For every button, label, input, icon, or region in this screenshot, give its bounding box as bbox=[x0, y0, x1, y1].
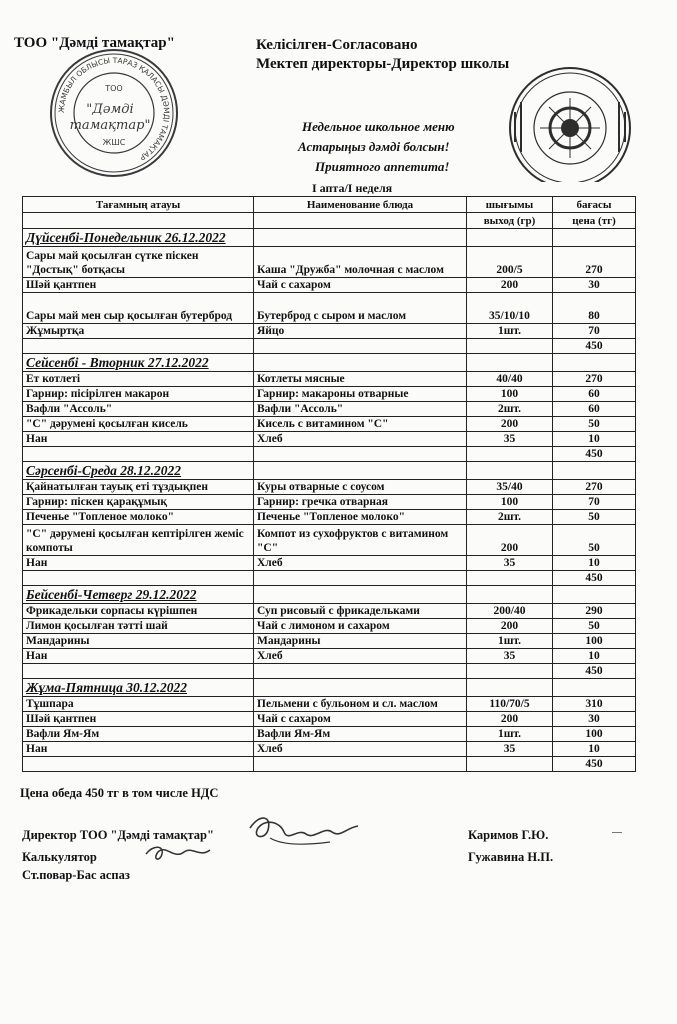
table-row bbox=[23, 417, 636, 432]
day-total: 450 bbox=[553, 571, 636, 586]
calculator-name: Гужавина Н.П. bbox=[468, 850, 554, 864]
day-total: 450 bbox=[553, 339, 636, 354]
day-title: Бейсенбі-Четверг 29.12.2022 bbox=[23, 586, 254, 604]
calculator-label: Калькулятор bbox=[22, 850, 97, 864]
dish-name-kz: Сары май қосылған сүтке піскен "Достық" ботқасы bbox=[23, 247, 254, 278]
dish-name-ru: Чай с лимоном и сахаром bbox=[254, 619, 467, 634]
table-row bbox=[23, 525, 636, 556]
table-row bbox=[23, 480, 636, 495]
dish-price: 290 bbox=[553, 604, 636, 619]
school-stamp bbox=[500, 62, 640, 182]
day-title: Жұма-Пятница 30.12.2022 bbox=[23, 679, 254, 697]
dish-name-ru: Пельмени с бульоном и сл. маслом bbox=[254, 697, 467, 712]
dish-price: 70 bbox=[553, 495, 636, 510]
dish-price: 10 bbox=[553, 556, 636, 571]
col-name-kz: Тағамның атауы bbox=[23, 197, 254, 213]
table-row bbox=[23, 649, 636, 664]
dish-name-kz: Гарнир: піскен қарақұмық bbox=[23, 495, 254, 510]
dish-name-kz: Вафли "Ассоль" bbox=[23, 402, 254, 417]
day-header-row bbox=[23, 354, 636, 372]
table-row bbox=[23, 495, 636, 510]
dish-output: 1шт. bbox=[467, 727, 553, 742]
day-header-row bbox=[23, 586, 636, 604]
dish-price: 270 bbox=[553, 372, 636, 387]
dish-name-ru: Котлеты мясные bbox=[254, 372, 467, 387]
dish-name-ru: Куры отварные с соусом bbox=[254, 480, 467, 495]
dish-output: 35/10/10 bbox=[467, 293, 553, 324]
dish-price: 270 bbox=[553, 247, 636, 278]
col-output-ru: выход (гр) bbox=[467, 213, 553, 229]
day-title: Сәрсенбі-Среда 28.12.2022 bbox=[23, 462, 254, 480]
col-name-ru: Наименование блюда bbox=[254, 197, 467, 213]
menu-table bbox=[22, 196, 636, 772]
dish-price: 10 bbox=[553, 742, 636, 757]
dish-output: 200/5 bbox=[467, 247, 553, 278]
dish-output: 35/40 bbox=[467, 480, 553, 495]
dish-output: 200 bbox=[467, 278, 553, 293]
dish-output: 100 bbox=[467, 495, 553, 510]
cook-label: Ст.повар-Бас аспаз bbox=[22, 868, 130, 882]
dish-name-ru: Бутерброд с сыром и маслом bbox=[254, 293, 467, 324]
dish-name-kz: Печенье "Топленое молоко" bbox=[23, 510, 254, 525]
dish-name-kz: Ет котлеті bbox=[23, 372, 254, 387]
dish-name-ru: Кисель с витамином "С" bbox=[254, 417, 467, 432]
dish-price: 10 bbox=[553, 649, 636, 664]
dish-price: 60 bbox=[553, 402, 636, 417]
dish-name-kz: Шәй қантпен bbox=[23, 712, 254, 727]
dish-name-kz: Нан bbox=[23, 649, 254, 664]
day-total: 450 bbox=[553, 447, 636, 462]
stamp-ring-text: ЖАМБЫЛ ОБЛЫСЫ ТАРАЗ ҚАЛАСЫ ДӘМДІ ТАМАҚТАР bbox=[56, 55, 172, 163]
dish-name-ru: Хлеб bbox=[254, 432, 467, 447]
dish-name-ru: Печенье "Топленое молоко" bbox=[254, 510, 467, 525]
dish-output: 40/40 bbox=[467, 372, 553, 387]
dish-output: 1шт. bbox=[467, 324, 553, 339]
dish-name-kz: Вафли Ям-Ям bbox=[23, 727, 254, 742]
dish-name-kz: Нан bbox=[23, 742, 254, 757]
dish-name-kz: Нан bbox=[23, 556, 254, 571]
dish-name-ru: Хлеб bbox=[254, 742, 467, 757]
stamp-top-text: ТОО bbox=[105, 84, 123, 93]
dish-price: 30 bbox=[553, 712, 636, 727]
dish-name-kz: Тұшпара bbox=[23, 697, 254, 712]
dish-output: 200 bbox=[467, 417, 553, 432]
dish-price: 270 bbox=[553, 480, 636, 495]
dish-name-kz: "С" дәрумені қосылған кисель bbox=[23, 417, 254, 432]
dish-name-kz: Шәй қантпен bbox=[23, 278, 254, 293]
day-header-row bbox=[23, 229, 636, 247]
day-title: Сейсенбі - Вторник 27.12.2022 bbox=[23, 354, 254, 372]
dish-output: 110/70/5 bbox=[467, 697, 553, 712]
approval-label: Келісілген-Согласовано bbox=[256, 37, 418, 53]
table-row bbox=[23, 387, 636, 402]
price-note: Цена обеда 450 тг в том числе НДС bbox=[20, 786, 219, 800]
table-row bbox=[23, 402, 636, 417]
dish-name-ru: Вафли Ям-Ям bbox=[254, 727, 467, 742]
table-row bbox=[23, 604, 636, 619]
dish-name-kz: Нан bbox=[23, 432, 254, 447]
table-row bbox=[23, 619, 636, 634]
table-row bbox=[23, 556, 636, 571]
dish-output: 200 bbox=[467, 525, 553, 556]
dish-price: 310 bbox=[553, 697, 636, 712]
dish-output: 35 bbox=[467, 649, 553, 664]
dish-output: 200 bbox=[467, 712, 553, 727]
table-row bbox=[23, 697, 636, 712]
director-signature bbox=[240, 808, 370, 858]
dish-price: 70 bbox=[553, 324, 636, 339]
dish-output: 35 bbox=[467, 432, 553, 447]
dish-output: 35 bbox=[467, 742, 553, 757]
dish-output: 100 bbox=[467, 387, 553, 402]
stamp-bottom-text: ЖШС bbox=[102, 138, 126, 147]
dish-name-ru: Суп рисовый с фрикадельками bbox=[254, 604, 467, 619]
table-row bbox=[23, 372, 636, 387]
table-row bbox=[23, 634, 636, 649]
dish-price: 30 bbox=[553, 278, 636, 293]
day-header-row bbox=[23, 462, 636, 480]
dish-name-kz: Сары май мен сыр қосылған бутерброд bbox=[23, 293, 254, 324]
table-row bbox=[23, 432, 636, 447]
calculator-signature bbox=[140, 836, 220, 872]
stamp-line2: тамақтар" bbox=[69, 118, 151, 133]
table-row bbox=[23, 742, 636, 757]
greeting-ru: Приятного аппетита! bbox=[315, 159, 450, 174]
dish-name-ru: Чай с сахаром bbox=[254, 712, 467, 727]
margin-mark bbox=[612, 832, 622, 833]
stamp-line1: "Дәмді bbox=[86, 102, 134, 117]
day-total-row bbox=[23, 664, 636, 679]
dish-name-ru: Хлеб bbox=[254, 556, 467, 571]
dish-name-ru: Хлеб bbox=[254, 649, 467, 664]
dish-name-ru: Вафли "Ассоль" bbox=[254, 402, 467, 417]
dish-price: 100 bbox=[553, 634, 636, 649]
day-total-row bbox=[23, 339, 636, 354]
table-row bbox=[23, 293, 636, 324]
dish-name-ru: Каша "Дружба" молочная с маслом bbox=[254, 247, 467, 278]
menu-title: Недельное школьное меню bbox=[302, 119, 455, 134]
dish-name-kz: Фрикадельки сорпасы күрішпен bbox=[23, 604, 254, 619]
day-title: Дүйсенбі-Понедельник 26.12.2022 bbox=[23, 229, 254, 247]
week-label: I апта/I неделя bbox=[312, 181, 393, 195]
dish-price: 60 bbox=[553, 387, 636, 402]
dish-price: 50 bbox=[553, 525, 636, 556]
day-total: 450 bbox=[553, 664, 636, 679]
dish-name-kz: Жұмыртқа bbox=[23, 324, 254, 339]
dish-name-kz: Гарнир: пісірілген макарон bbox=[23, 387, 254, 402]
dish-name-kz: Мандарины bbox=[23, 634, 254, 649]
table-row bbox=[23, 247, 636, 278]
dish-name-ru: Яйцо bbox=[254, 324, 467, 339]
table-row bbox=[23, 324, 636, 339]
dish-name-ru: Чай с сахаром bbox=[254, 278, 467, 293]
dish-output: 2шт. bbox=[467, 402, 553, 417]
dish-name-ru: Компот из сухофруктов с витамином "С" bbox=[254, 525, 467, 556]
director-name: Каримов Г.Ю. bbox=[468, 828, 549, 842]
dish-name-ru: Гарнир: гречка отварная bbox=[254, 495, 467, 510]
dish-price: 10 bbox=[553, 432, 636, 447]
dish-output: 1шт. bbox=[467, 634, 553, 649]
dish-output: 2шт. bbox=[467, 510, 553, 525]
col-output-kz: шығымы bbox=[467, 197, 553, 213]
day-header-row bbox=[23, 679, 636, 697]
dish-name-ru: Гарнир: макароны отварные bbox=[254, 387, 467, 402]
greeting-kz: Астарыңыз дәмді болсын! bbox=[298, 139, 450, 154]
day-total-row bbox=[23, 571, 636, 586]
dish-price: 100 bbox=[553, 727, 636, 742]
company-name: ТОО "Дәмді тамақтар" bbox=[14, 35, 175, 51]
dish-output: 200 bbox=[467, 619, 553, 634]
table-row bbox=[23, 712, 636, 727]
table-header-row bbox=[23, 197, 636, 213]
table-row bbox=[23, 727, 636, 742]
dish-name-kz: Лимон қосылған тәтті шай bbox=[23, 619, 254, 634]
dish-output: 200/40 bbox=[467, 604, 553, 619]
dish-name-ru: Мандарины bbox=[254, 634, 467, 649]
director-title: Мектеп директоры-Директор школы bbox=[256, 56, 510, 72]
col-price-kz: бағасы bbox=[553, 197, 636, 213]
dish-price: 50 bbox=[553, 510, 636, 525]
dish-price: 50 bbox=[553, 619, 636, 634]
table-row bbox=[23, 278, 636, 293]
dish-price: 50 bbox=[553, 417, 636, 432]
dish-price: 80 bbox=[553, 293, 636, 324]
col-price-ru: цена (тг) bbox=[553, 213, 636, 229]
day-total: 450 bbox=[553, 757, 636, 772]
dish-name-kz: Қайнатылған тауық еті тұздықпен bbox=[23, 480, 254, 495]
day-total-row bbox=[23, 757, 636, 772]
day-total-row bbox=[23, 447, 636, 462]
director-label: Директор ТОО "Дәмді тамақтар" bbox=[22, 828, 214, 842]
table-header-row-2 bbox=[23, 213, 636, 229]
company-stamp bbox=[48, 47, 180, 179]
table-row bbox=[23, 510, 636, 525]
dish-output: 35 bbox=[467, 556, 553, 571]
dish-name-kz: "С" дәрумені қосылған кептірілген жеміс компоты bbox=[23, 525, 254, 556]
